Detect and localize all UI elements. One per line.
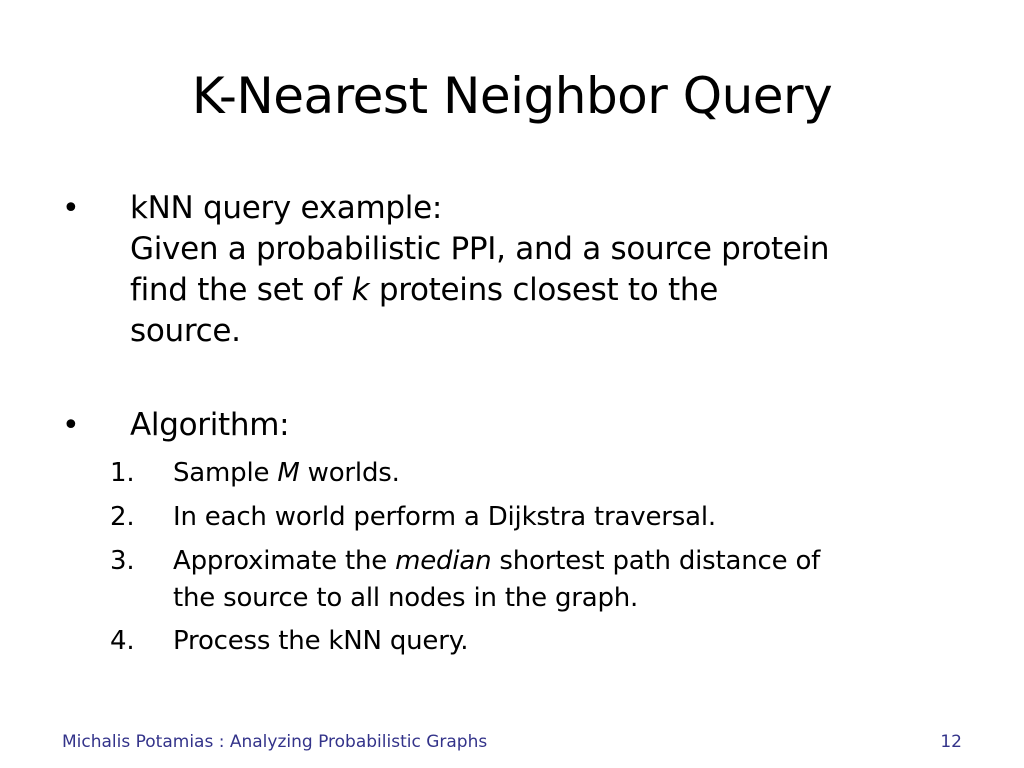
text-segment: proteins closest to the: [369, 272, 718, 308]
algorithm-steps-list: [110, 455, 990, 667]
text-segment: find the set of: [130, 272, 352, 308]
bullet-line: kNN query example:: [130, 190, 443, 226]
text-segment: shortest path distance of: [491, 546, 821, 576]
text-segment: Sample: [173, 458, 278, 488]
page-number: 12: [940, 732, 962, 752]
step-text: [173, 455, 990, 492]
step-text: In each world perform a Dijkstra traversal.: [173, 502, 716, 532]
list-item: [110, 623, 990, 660]
bullet-marker: •: [62, 408, 80, 443]
step-number: 1.: [110, 458, 135, 488]
step-text: Process the kNN query.: [173, 626, 469, 656]
list-item: [110, 543, 990, 617]
bullet-line: source.: [130, 313, 241, 349]
italic-emphasis: median: [395, 546, 492, 576]
italic-variable: M: [277, 458, 300, 488]
bullet-line: Algorithm:: [130, 407, 290, 443]
step-number: 2.: [110, 502, 135, 532]
bullet-algorithm: [130, 405, 1000, 446]
bullet-line: Given a probabilistic PPI, and a source protein: [130, 231, 830, 267]
bullet-marker: •: [62, 191, 80, 226]
step-text: [173, 543, 990, 617]
text-segment: worlds.: [299, 458, 400, 488]
step-number: 3.: [110, 546, 135, 576]
slide-title: K-Nearest Neighbor Query: [191, 67, 833, 125]
italic-variable: k: [351, 272, 370, 308]
footer-author-title: Michalis Potamias : Analyzing Probabilistic Graphs: [62, 732, 488, 752]
step-number: 4.: [110, 626, 135, 656]
bullet-knn-example: [130, 188, 1000, 352]
list-item: [110, 455, 990, 492]
list-item: [110, 499, 990, 536]
step-text-continuation: the source to all nodes in the graph.: [173, 583, 639, 613]
text-segment: Approximate the: [173, 546, 396, 576]
bullet-line: [130, 270, 1000, 311]
